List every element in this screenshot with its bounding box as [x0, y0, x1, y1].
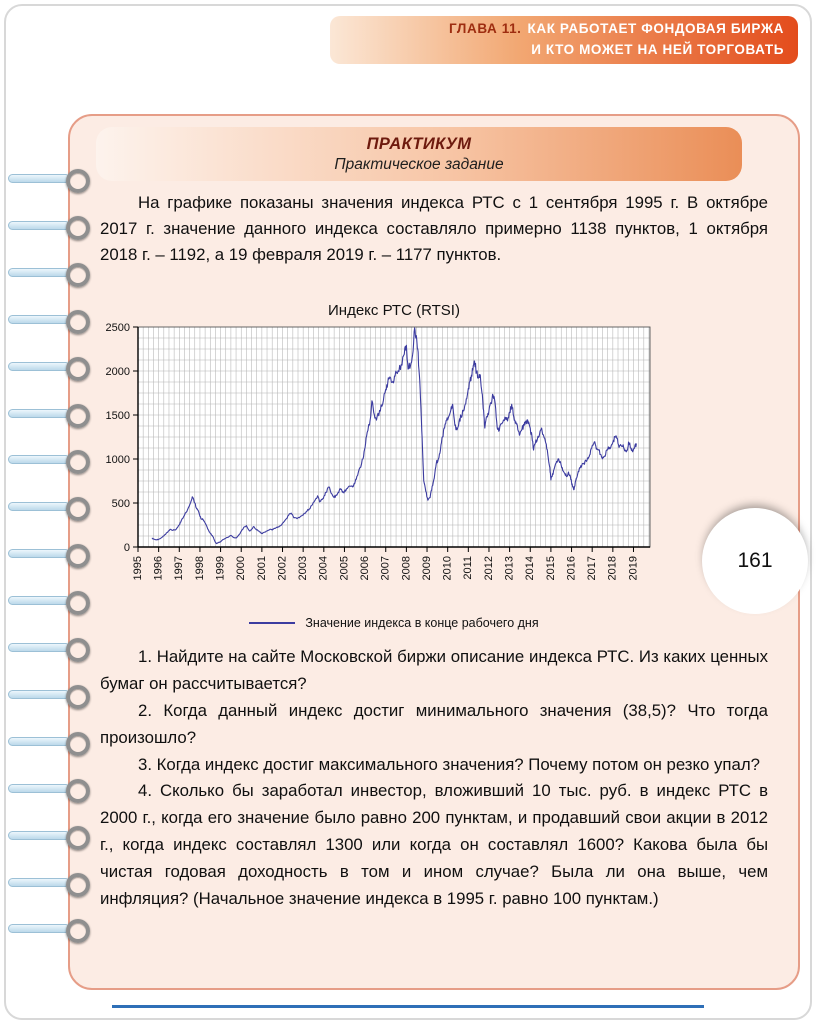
svg-text:2000: 2000: [235, 556, 248, 581]
binding-ring-icon: [66, 826, 90, 850]
spiral-ring: [8, 309, 100, 331]
svg-text:0: 0: [123, 542, 130, 554]
intro-paragraph-block: [100, 190, 768, 269]
svg-text:2015: 2015: [544, 556, 557, 581]
rts-chart: [98, 302, 658, 630]
binding-ring-icon: [66, 357, 90, 381]
bottom-rule: [112, 1005, 704, 1008]
page-number: 161: [737, 549, 773, 572]
binding-strip: [8, 409, 70, 418]
chapter-banner-line1: [449, 19, 784, 40]
question-2: 2. Когда данный индекс достиг минимального значения (38,5)? Что тогда произошло?: [100, 700, 768, 747]
chart-plot-area: [98, 321, 658, 614]
svg-text:2011: 2011: [462, 556, 475, 580]
binding-ring-icon: [66, 497, 90, 521]
binding-strip: [8, 784, 70, 793]
binding-strip: [8, 690, 70, 699]
spiral-ring: [8, 918, 100, 940]
binding-ring-icon: [66, 873, 90, 897]
binding-ring-icon: [66, 685, 90, 709]
binding-strip: [8, 596, 70, 605]
binding-strip: [8, 362, 70, 371]
question-1: 1. Найдите на сайте Московской биржи описание индекса РТС. Из каких ценных бумаг он рассчитывается?: [100, 647, 768, 693]
spiral-ring: [8, 168, 100, 190]
svg-text:2007: 2007: [379, 556, 392, 581]
practicum-subtitle: Практическое задание: [334, 155, 504, 173]
practicum-title: ПРАКТИКУМ: [366, 134, 472, 153]
spiral-ring: [8, 684, 100, 706]
binding-strip: [8, 737, 70, 746]
svg-text:2012: 2012: [482, 556, 495, 581]
binding-ring-icon: [66, 779, 90, 803]
svg-text:2500: 2500: [105, 322, 130, 334]
svg-text:1998: 1998: [193, 556, 206, 581]
spiral-ring: [8, 731, 100, 753]
spiral-ring: [8, 778, 100, 800]
spiral-ring: [8, 543, 100, 565]
svg-text:1997: 1997: [173, 556, 186, 581]
svg-text:2013: 2013: [503, 556, 516, 581]
svg-text:2017: 2017: [586, 556, 599, 581]
svg-text:1995: 1995: [131, 556, 144, 581]
binding-ring-icon: [66, 263, 90, 287]
svg-text:2009: 2009: [420, 556, 433, 581]
binding-ring-icon: [66, 450, 90, 474]
binding-strip: [8, 549, 70, 558]
svg-text:2005: 2005: [338, 556, 351, 581]
binding-ring-icon: [66, 544, 90, 568]
spiral-ring: [8, 262, 100, 284]
spiral-ring: [8, 825, 100, 847]
legend-label: Значение индекса в конце рабочего дня: [305, 616, 539, 630]
svg-text:2003: 2003: [297, 556, 310, 581]
svg-text:1500: 1500: [105, 410, 130, 422]
svg-text:2018: 2018: [606, 556, 619, 581]
binding-ring-icon: [66, 404, 90, 428]
svg-text:1999: 1999: [214, 556, 227, 581]
svg-text:2008: 2008: [400, 556, 413, 581]
binding-strip: [8, 878, 70, 887]
binding-strip: [8, 924, 70, 933]
practicum-header: [96, 127, 742, 181]
svg-text:2014: 2014: [524, 556, 537, 581]
svg-text:2004: 2004: [317, 556, 330, 581]
binding-ring-icon: [66, 169, 90, 193]
spiral-ring: [8, 449, 100, 471]
spiral-ring: [8, 215, 100, 237]
svg-text:2016: 2016: [565, 556, 578, 581]
svg-text:500: 500: [111, 498, 130, 510]
svg-text:2019: 2019: [627, 556, 640, 581]
binding-strip: [8, 315, 70, 324]
spiral-ring: [8, 872, 100, 894]
legend-line-sample: [249, 622, 295, 624]
questions-block: [100, 644, 768, 913]
binding-strip: [8, 643, 70, 652]
binding-strip: [8, 268, 70, 277]
binding-ring-icon: [66, 591, 90, 615]
svg-text:2001: 2001: [255, 556, 268, 581]
question-3: 3. Когда индекс достиг максимального значения? Почему потом он резко упал?: [138, 754, 760, 774]
chapter-title-part1: КАК РАБОТАЕТ ФОНДОВАЯ БИРЖА: [527, 21, 784, 37]
binding-ring-icon: [66, 638, 90, 662]
spiral-ring: [8, 637, 100, 659]
binding-ring-icon: [66, 216, 90, 240]
svg-text:2010: 2010: [441, 556, 454, 581]
binding-ring-icon: [66, 732, 90, 756]
intro-paragraph: На графике показаны значения индекса РТС с 1 сентября 1995 г. В октябре 2017 г. значение данного индекса составляло примерно 1138 пунктов, 1 октября 2018 г. – 1192, а 19 февраля 2019 г. – 1177 пунктов.: [100, 193, 768, 265]
binding-ring-icon: [66, 919, 90, 943]
svg-text:1000: 1000: [105, 454, 130, 466]
spiral-ring: [8, 496, 100, 518]
svg-text:1996: 1996: [152, 556, 165, 581]
binding-strip: [8, 502, 70, 511]
chart-title: Индекс РТС (RTSI): [328, 302, 460, 319]
spiral-ring: [8, 356, 100, 378]
question-4: 4. Сколько бы заработал инвестор, вложивший 10 тыс. руб. в индекс РТС в 2000 г., когда его значение было равно 200 пунктам, и продавший свои акции в 2012 г., когда индекс составлял 1300 или когда он составлял 1600? Какова была бы чистая годовая доходность в том и ином случае? Была ли она выше, чем инфляция? (Начальное значение индекса в 1995 г. равно 100 пунктам.): [100, 781, 768, 908]
svg-text:2006: 2006: [359, 556, 372, 581]
binding-strip: [8, 831, 70, 840]
svg-text:2002: 2002: [276, 556, 289, 581]
spiral-ring: [8, 403, 100, 425]
chapter-number: ГЛАВА 11.: [449, 21, 522, 37]
binding-strip: [8, 174, 70, 183]
chapter-banner: [330, 16, 798, 64]
chart-legend: [138, 616, 650, 630]
page-number-badge: [702, 508, 808, 614]
binding-strip: [8, 221, 70, 230]
binding-ring-icon: [66, 310, 90, 334]
svg-text:2000: 2000: [105, 366, 130, 378]
chapter-title-part2: И КТО МОЖЕТ НА НЕЙ ТОРГОВАТЬ: [531, 42, 784, 57]
binding-strip: [8, 455, 70, 464]
spiral-ring: [8, 590, 100, 612]
